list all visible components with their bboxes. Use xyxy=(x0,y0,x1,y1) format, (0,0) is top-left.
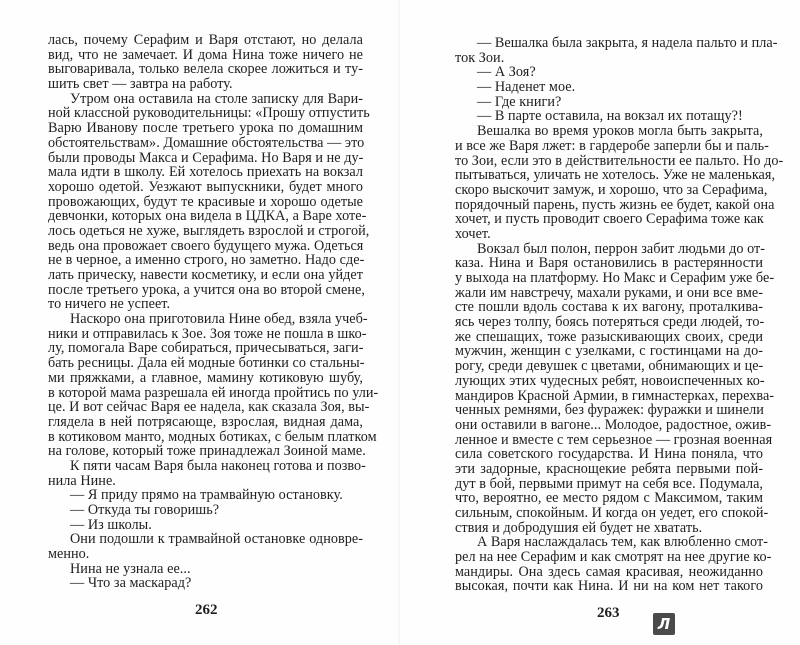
text-line: после третьего урока, а учится она во второй смене, xyxy=(48,281,365,298)
text-line: хочет. xyxy=(455,225,491,242)
text-line: ток Зои. xyxy=(455,49,505,66)
text-line: Вокзал был полон, перрон забит людьми до от- xyxy=(477,240,766,257)
text-line: же спешащих, тоже разыскивающих своих, среди xyxy=(455,328,763,345)
text-line: Наскоро она приготовила Нине обед, взяла учеб- xyxy=(70,311,368,328)
text-line: то Зои, если это в действительности ее пальто. Но до- xyxy=(455,152,784,169)
text-line: не в черное, а именно строго, но заметно. Надо сде- xyxy=(48,252,365,269)
text-line: нила Нине. xyxy=(48,472,116,489)
text-line: — Из школы. xyxy=(70,516,152,533)
text-line: менно. xyxy=(48,546,90,563)
text-line: и все же Варя лжет: в гардеробе заперли бы и паль- xyxy=(455,137,769,154)
text-line: лать прическу, навести косметику, и если она уйдет xyxy=(48,267,363,283)
text-line: эти задорные, краснощекие ребята первыми пой- xyxy=(455,460,763,477)
text-line: — Где книги? xyxy=(477,93,562,110)
text-line: сила советского государства. И Нина поняла, что xyxy=(455,446,763,463)
right-page-text xyxy=(455,35,784,595)
text-line: они оставили в вагоне... Молодое, радостное, ожив- xyxy=(455,416,772,433)
text-line: выговаривала, только велела скорее ложиться и ту- xyxy=(48,61,363,78)
text-line: шить свет — завтра на работу. xyxy=(48,76,233,93)
text-line: жали им навстречу, махали руками, и они все вме- xyxy=(455,284,763,301)
text-line: высокая, почти как Нина. И ни на ком нет такого xyxy=(455,578,763,595)
text-line: мандиров Красной Армии, в гимнастерках, перехва- xyxy=(455,387,775,404)
text-line: А Варя наслаждалась тем, как влюбленно смот- xyxy=(477,534,768,551)
text-line: Они подошли к трамвайной остановке одновре- xyxy=(70,531,363,548)
labirint-logo-icon: Л xyxy=(653,613,675,635)
text-line: были проводы Макса и Серафима. Но Варя и не ду- xyxy=(48,149,364,166)
text-line: в которой мама разрешала ей иногда пройтись по ули- xyxy=(48,384,379,401)
text-line: порядочный парень, пусть жизнь ее будет, какой она xyxy=(455,196,775,213)
text-line: — Наденет мое. xyxy=(477,79,576,96)
text-line: ченных ремнями, без фуражек: фуражки и шинели xyxy=(455,402,764,419)
text-line: — А Зоя? xyxy=(477,64,536,81)
text-line: мала идти в школу. Ей хотелось приехать на вокзал xyxy=(48,164,363,181)
text-line: хочет, и пусть проводит своего Серафима тоже как xyxy=(455,211,764,228)
text-line: — В парте оставила, на вокзал их потащу?! xyxy=(477,108,743,125)
text-line: ленное и вместе с тем серьезное — грозная военная xyxy=(455,431,773,448)
text-line: дут в бой, первыми примут на себя все. Подумала, xyxy=(455,475,764,492)
right-page xyxy=(400,0,800,645)
text-line: ми пряжками, а главное, мамину котиковую шубу, xyxy=(48,369,363,386)
text-line: сильным, спокойным. И когда он уедет, его спокой- xyxy=(455,505,769,521)
text-line: провожающих, будут те красивые и хорошо одетые xyxy=(48,193,363,210)
text-line: глядела в ней потрясающе, взрослая, видная дама, xyxy=(48,413,363,430)
text-line: ствия и добродушия ей будет не хватать. xyxy=(455,519,703,536)
text-line: ведь она провожает своего будущего мужа. Одеться xyxy=(48,237,364,254)
left-page-number: 262 xyxy=(195,602,218,618)
text-line: ной классной руководительницы: «Прошу отпустить xyxy=(48,105,370,122)
text-line: скоро выскочит замуж, и хорошо, что за Серафима, xyxy=(455,181,768,198)
text-line: мандиры. Она здесь самая красивая, неожиданно xyxy=(455,563,763,580)
text-line: — Я приду прямо на трамвайную остановку. xyxy=(70,487,343,504)
text-line: лось одеться не хуже, выглядеть взрослой и строгой, xyxy=(48,222,370,239)
text-line: то ничего не успеет. xyxy=(48,296,171,313)
text-line: лась, почему Серафим и Варя отстают, но делала xyxy=(48,32,363,48)
text-line: ники и отправилась к Зое. Зоя тоже не пошла в шко- xyxy=(48,325,367,342)
text-line: сте пошли вдоль состава к их вагону, проталкива- xyxy=(455,299,763,316)
text-line: К пяти часам Варя была наконец готова и позво- xyxy=(70,457,366,474)
text-line: рогу, среди девушек с цветами, обнимающих и це- xyxy=(455,358,764,375)
text-line: лующих этих чудесных ребят, новоиспеченных ко- xyxy=(455,372,765,389)
text-line: девчонки, которых она видела в ЦДКА, а Варе хоте- xyxy=(48,208,367,225)
text-line: хорошо одетой. Уезжают выпускники, будет много xyxy=(48,178,363,195)
text-line: Вешалка во время уроков могла быть закрыта, xyxy=(477,123,763,140)
text-line: це. И вот сейчас Варя ее надела, как сказала Зоя, вы- xyxy=(48,399,370,416)
text-line: обстоятельствам». Домашние обстоятельства — это xyxy=(48,134,365,151)
left-page-text xyxy=(48,32,379,592)
text-line: Утром она оставила на столе записку для Вари- xyxy=(70,90,363,107)
right-page-number: 263 xyxy=(597,605,620,621)
text-line: Варю Иванову после третьего урока по домашним xyxy=(48,120,363,137)
text-line: каза. Нина и Варя остановились в растерянности xyxy=(455,255,763,272)
text-line: вид, что не замечает. И дома Нина тоже ничего не xyxy=(48,46,363,63)
text-line: Нина не узнала ее... xyxy=(70,560,191,577)
text-line: рел на нее Серафим и как смотрят на нее другие ко- xyxy=(455,549,772,566)
text-line: в котиковом манто, модных ботиках, с белым платком xyxy=(48,428,377,445)
text-line: — Что за маскарад? xyxy=(70,575,192,592)
text-line: у выхода на платформу. Но Макс и Серафим уже бе- xyxy=(455,270,775,286)
text-line: — Вешалка была закрыта, я надела пальто и пла- xyxy=(477,35,778,51)
text-line: — Откуда ты говоришь? xyxy=(70,502,220,518)
text-line: что, вероятно, ее место рядом с Максимом, таким xyxy=(455,490,763,507)
text-line: лу, помогала Варе собираться, причесываться, заги- xyxy=(48,340,364,357)
text-line: бать ресницы. Дала ей модные ботинки со стальны- xyxy=(48,355,365,372)
text-line: ясь через толпу, боясь потеряться среди людей, то- xyxy=(455,314,765,331)
text-line: пытываться, уличать не хотелось. Уже не маленькая, xyxy=(455,167,776,184)
text-line: на голове, который тоже принадлежал Зоиной маме. xyxy=(48,443,366,460)
text-line: мужчин, женщин с узелками, с гостинцами на до- xyxy=(455,343,763,360)
